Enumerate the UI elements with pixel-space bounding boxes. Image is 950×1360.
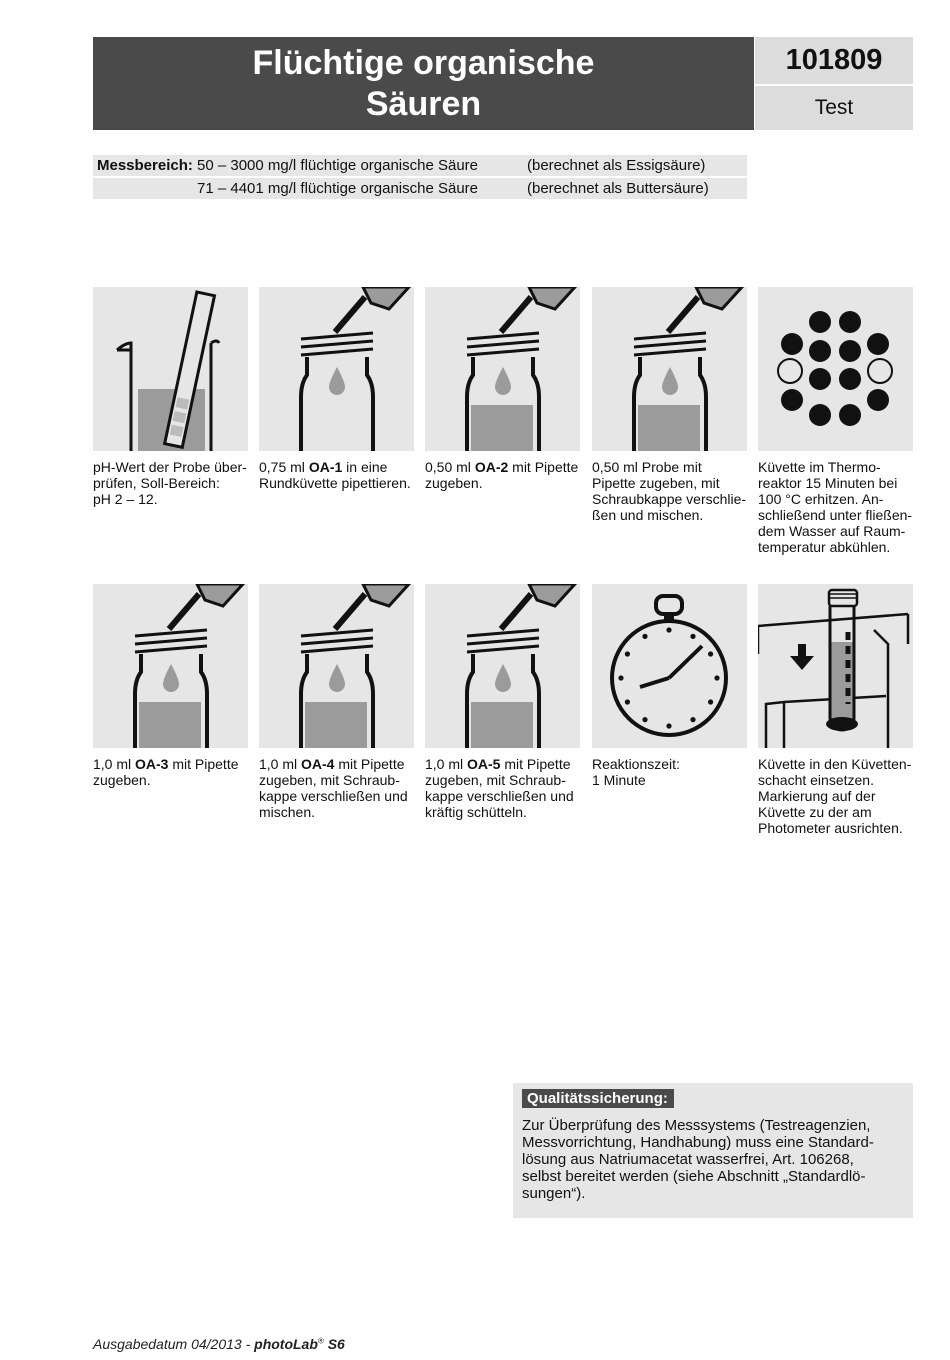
reagent-name: OA-5: [467, 756, 501, 772]
quality-assurance-box: [513, 1083, 913, 1218]
step-9-image: [592, 584, 747, 748]
measuring-range-value: 50 – 3000 mg/l flüchtige organische Säure: [197, 157, 479, 174]
page-title: [93, 37, 754, 130]
pipette-filled-vial-icon: [592, 287, 747, 451]
title-line-2: Säuren: [365, 85, 482, 123]
measuring-range-note: (berechnet als Essigsäure): [527, 157, 706, 174]
product-name: photoLab: [254, 1336, 318, 1352]
step-4-image: [592, 287, 747, 451]
article-number: 101809: [755, 37, 913, 84]
step-3-caption: [425, 459, 585, 491]
stopwatch-icon: [592, 584, 747, 748]
issue-date: Ausgabedatum 04/2013: [93, 1336, 242, 1352]
beaker-ph-strip-icon: [93, 287, 248, 451]
step-2-caption: [259, 459, 419, 491]
step-text: in eine Rundküvette pipettieren.: [259, 459, 411, 491]
step-9-caption: [592, 756, 752, 788]
step-1-caption: [93, 459, 253, 507]
step-1-image: [93, 287, 248, 451]
step-7-caption: [259, 756, 419, 820]
step-text: pH-Wert der Probe über- prüfen, Soll-Bereich: pH 2 – 12.: [93, 459, 247, 507]
step-text: Küvette in den Küvetten- schacht einsetzen. Markierung auf der Küvette zu der am Photometer ausrichten.: [758, 756, 912, 836]
quality-assurance-heading: Qualitätssicherung:: [522, 1089, 674, 1108]
reagent-name: OA-3: [135, 756, 169, 772]
step-text: 1,0 ml: [259, 756, 302, 772]
step-text: 0,50 ml Probe mit Pipette zugeben, mit Schraubkappe verschlie- ßen und mischen.: [592, 459, 747, 523]
reagent-name: OA-1: [308, 459, 343, 475]
measuring-range-row-2: [93, 178, 747, 199]
step-7-image: [259, 584, 414, 748]
measuring-range-label: Messbereich:: [97, 157, 193, 174]
reagent-name: OA-2: [474, 459, 509, 475]
step-8-caption: [425, 756, 585, 820]
photometer-cuvette-icon: [758, 584, 913, 748]
step-2-image: [259, 287, 414, 451]
title-line-1: Flüchtige organische: [252, 44, 595, 82]
measuring-range-value: 71 – 4401 mg/l flüchtige organische Säure: [197, 180, 479, 197]
pipette-drop-vial-icon: [259, 287, 414, 451]
step-4-caption: [592, 459, 752, 523]
pipette-filled-vial-icon: [93, 584, 248, 748]
step-text: mit Pipette zugeben, mit Schraub- kappe verschließen und kräftig schütteln.: [425, 756, 574, 820]
registered-mark: ®: [317, 1336, 324, 1346]
step-text: mit Pipette zugeben.: [93, 756, 239, 788]
step-3-image: [425, 287, 580, 451]
step-text: mit Pipette zugeben, mit Schraub- kappe verschließen und mischen.: [259, 756, 408, 820]
pipette-filled-vial-icon: [259, 584, 414, 748]
measuring-range-row-1: [93, 155, 747, 176]
step-text: 1,0 ml: [93, 756, 136, 772]
footer-separator: -: [241, 1336, 255, 1352]
step-10-caption: [758, 756, 918, 836]
type-label: Test: [755, 86, 913, 130]
step-text: Reaktionszeit: 1 Minute: [592, 756, 680, 788]
step-5-caption: [758, 459, 918, 555]
step-6-image: [93, 584, 248, 748]
step-text: 0,50 ml: [425, 459, 475, 475]
step-6-caption: [93, 756, 253, 788]
step-10-image: [758, 584, 913, 748]
step-5-image: [758, 287, 913, 451]
product-model: S6: [323, 1336, 345, 1352]
pipette-filled-vial-icon: [425, 584, 580, 748]
footer: [93, 1336, 345, 1352]
step-text: Küvette im Thermo- reaktor 15 Minuten bei 100 °C erhitzen. An- schließend unter fließen- dem Wasser auf Raum- temperatur abkühlen.: [758, 459, 913, 555]
measuring-range-note: (berechnet als Buttersäure): [527, 180, 709, 197]
step-8-image: [425, 584, 580, 748]
thermoreactor-icon: [758, 287, 913, 451]
reagent-name: OA-4: [301, 756, 335, 772]
step-text: 1,0 ml: [425, 756, 468, 772]
pipette-filled-vial-icon: [425, 287, 580, 451]
quality-assurance-text: Zur Überprüfung des Messsystems (Testreagenzien, Messvorrichtung, Handhabung) muss eine Standard- lösung aus Natriumacetat wasserfrei, Art. 106268, selbst bereitet werden (siehe Abschnitt „Standardlö- sungen“).: [522, 1117, 874, 1202]
step-text: 0,75 ml: [259, 459, 309, 475]
step-text: mit Pipette zugeben.: [425, 459, 579, 491]
